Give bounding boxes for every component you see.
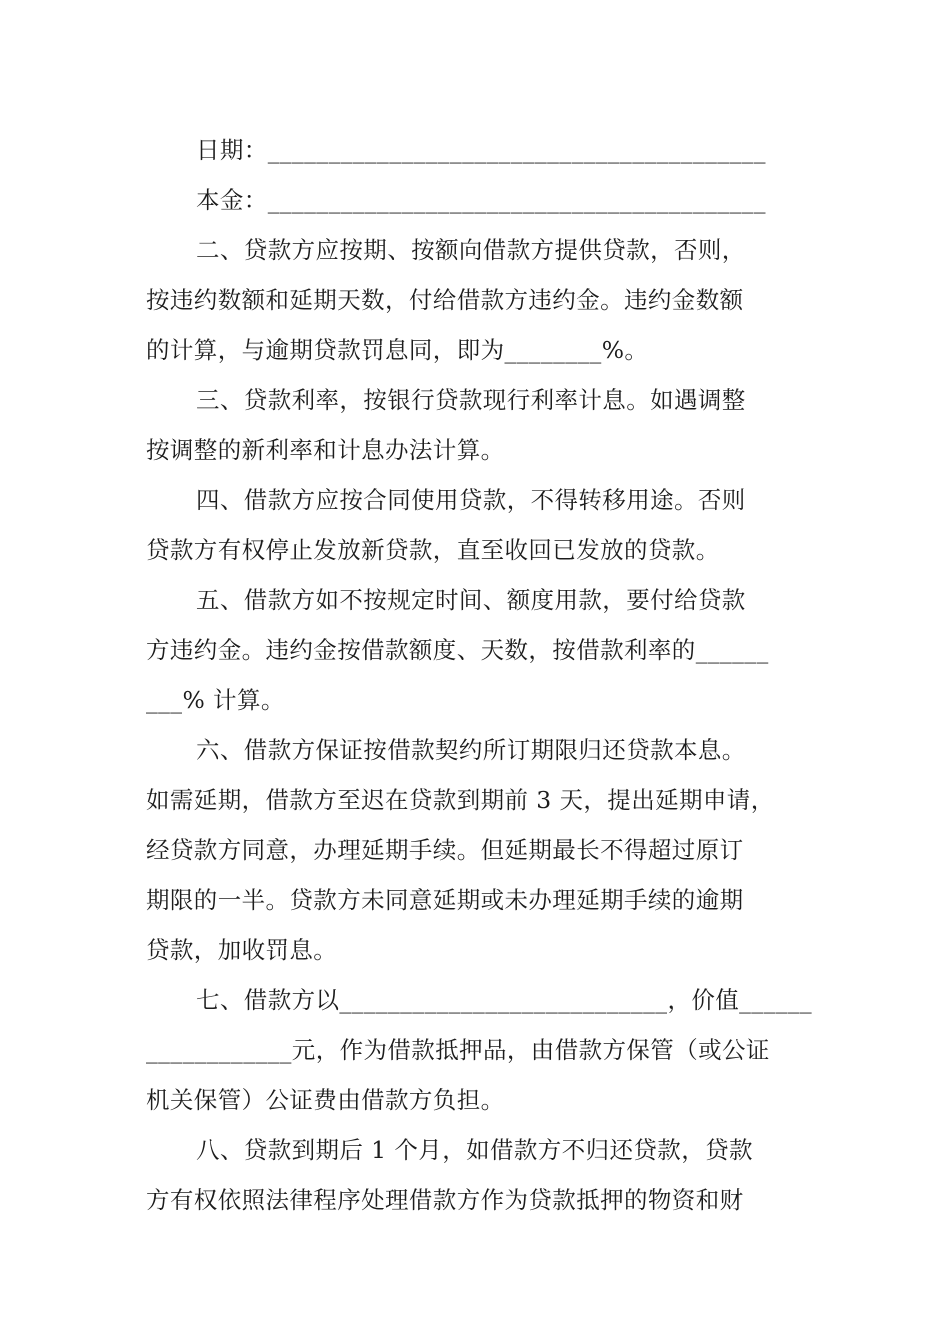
date-field-line: 日期：_________________________________________ (196, 136, 766, 164)
clause-2-line-1: 二、贷款方应按期、按额向借款方提供贷款，否则， (196, 236, 746, 264)
clause-2-line-3: 的计算，与逾期贷款罚息同，即为________%。 (146, 336, 649, 364)
clause-6-line-3: 经贷款方同意，办理延期手续。但延期最长不得超过原订 (146, 836, 744, 864)
clause-6-line-2: 如需延期，借款方至迟在贷款到期前 3 天，提出延期申请， (146, 786, 775, 814)
clause-7-line-1: 七、借款方以___________________________，价值______ (196, 986, 813, 1014)
clause-5-line-2: 方违约金。违约金按借款额度、天数，按借款利率的______ (146, 636, 769, 664)
clause-7-line-3: 机关保管）公证费由借款方负担。 (146, 1086, 505, 1114)
clause-3-line-2: 按调整的新利率和计息办法计算。 (146, 436, 505, 464)
clause-6-line-1: 六、借款方保证按借款契约所订期限归还贷款本息。 (196, 736, 746, 764)
clause-2-line-2: 按违约数额和延期天数，付给借款方违约金。违约金数额 (146, 286, 744, 314)
clause-8-line-2: 方有权依照法律程序处理借款方作为贷款抵押的物资和财 (146, 1186, 744, 1214)
principal-field-line: 本金：_________________________________________ (196, 186, 766, 214)
clause-5-line-3: ___% 计算。 (146, 686, 285, 714)
clause-8-line-1: 八、贷款到期后 1 个月，如借款方不归还贷款，贷款 (196, 1136, 753, 1164)
clause-6-line-5: 贷款，加收罚息。 (146, 936, 338, 964)
clause-5-line-1: 五、借款方如不按规定时间、额度用款，要付给贷款 (196, 586, 746, 614)
clause-4-line-2: 贷款方有权停止发放新贷款，直至收回已发放的贷款。 (146, 536, 720, 564)
clause-4-line-1: 四、借款方应按合同使用贷款，不得转移用途。否则 (196, 486, 746, 514)
clause-6-line-4: 期限的一半。贷款方未同意延期或未办理延期手续的逾期 (146, 886, 744, 914)
clause-7-line-2: ____________元，作为借款抵押品，由借款方保管（或公证 (146, 1036, 770, 1064)
clause-3-line-1: 三、贷款利率，按银行贷款现行利率计息。如遇调整 (196, 386, 746, 414)
